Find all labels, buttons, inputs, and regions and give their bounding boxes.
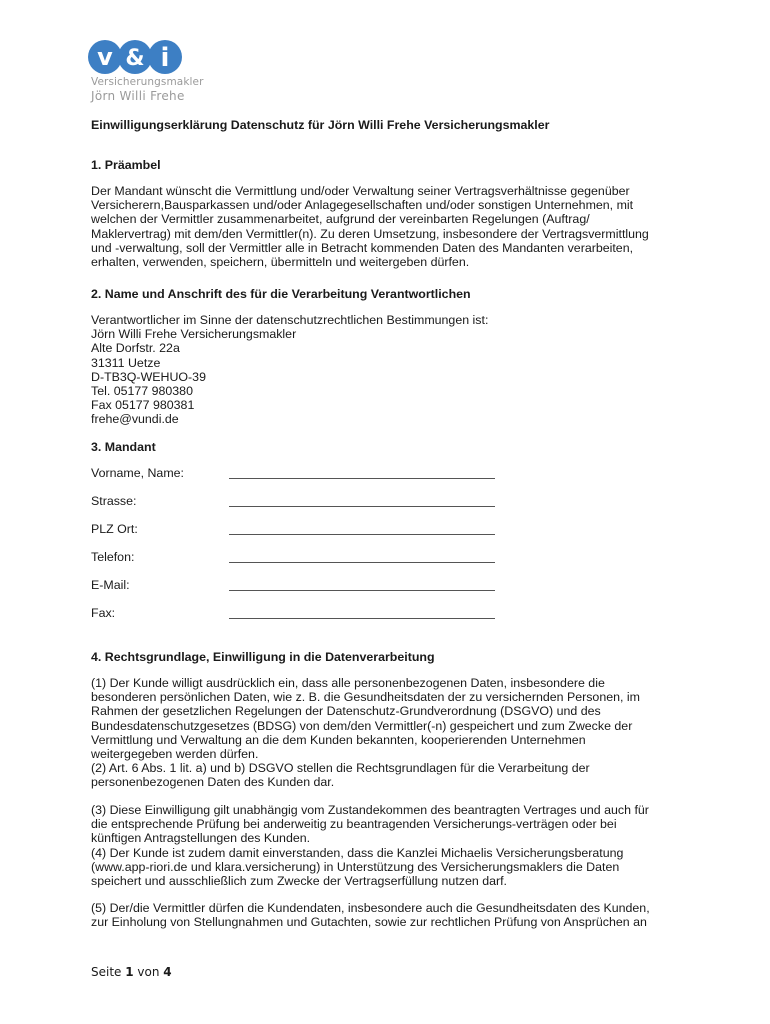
text-line: Maklervertrag) mit dem/den Vermittler(n). Zu deren Umsetzung, insbesondere der Vertragsvermittlung xyxy=(91,226,649,241)
field-city-row xyxy=(91,522,511,538)
text-line: (www.app-riori.de und klara.versicherung) in Unterstützung des Versicherungsmaklers die Daten xyxy=(91,859,620,874)
text-line: Der Mandant wünscht die Vermittlung und/oder Verwaltung seiner Vertragsverhältnisse gegenüber xyxy=(91,184,630,198)
field-label: Vorname, Name: xyxy=(91,466,184,480)
section-4-paragraph-1 xyxy=(91,676,691,790)
address-street: Alte Dorfstr. 22a xyxy=(91,341,180,356)
text-line: speichert und ausschließlich zum Zwecke der Vertragserfüllung nutzen darf. xyxy=(91,874,507,889)
address-register-id: D-TB3Q-WEHUO-39 xyxy=(91,369,206,384)
responsible-party-address xyxy=(91,313,488,427)
field-label: Fax: xyxy=(91,606,116,620)
page-footer xyxy=(91,965,172,979)
text-line: (4) Der Kunde ist zudem damit einverstanden, dass die Kanzlei Michaelis Versicherungsberatung xyxy=(91,845,624,860)
logo-tagline: Versicherungsmakler xyxy=(91,76,204,88)
text-line: Vermittlung und Verwaltung an die dem Kunden bekannten, kooperierenden Unternehmen xyxy=(91,732,586,747)
address-company: Jörn Willi Frehe Versicherungsmakler xyxy=(91,327,297,342)
address-phone: Tel. 05177 980380 xyxy=(91,384,193,399)
fax-field[interactable] xyxy=(229,606,495,619)
address-email: frehe@vundi.de xyxy=(91,412,179,427)
field-label: Strasse: xyxy=(91,494,137,508)
text-line: personenbezogenen Daten des Kunden dar. xyxy=(91,775,335,790)
address-fax: Fax 05177 980381 xyxy=(91,398,195,413)
text-line: Bundesdatenschutzgesetzes (BDSG) von dem/den Vermittler(-n) gespeichert und zum Zwecke der xyxy=(91,718,633,733)
total-page-count: 4 xyxy=(163,965,172,979)
text-line: weitergegeben werden dürfen. xyxy=(91,747,259,762)
logo-letter-v: v xyxy=(97,43,113,71)
section-1-text xyxy=(91,184,691,269)
text-line: (5) Der/die Vermittler dürfen die Kundendaten, insbesondere auch die Gesundheitsdaten des Kunden, xyxy=(91,901,650,915)
logo-letter-i: i xyxy=(160,43,170,73)
section-1-heading: 1. Präambel xyxy=(91,158,161,172)
name-field[interactable] xyxy=(229,466,495,479)
section-4-paragraph-3 xyxy=(91,901,691,929)
text-line: (2) Art. 6 Abs. 1 lit. a) und b) DSGVO stellen die Rechtsgrundlagen für die Verarbeitung der xyxy=(91,761,590,776)
address-intro: Verantwortlicher im Sinne der datenschutzrechtlichen Bestimmungen ist: xyxy=(91,313,489,327)
text-line: (1) Der Kunde willigt ausdrücklich ein, dass alle personenbezogenen Daten, insbesondere die xyxy=(91,676,605,690)
section-4-heading: 4. Rechtsgrundlage, Einwilligung in die Datenverarbeitung xyxy=(91,650,435,664)
postal-city-field[interactable] xyxy=(229,522,495,535)
text-line: Versicherern,Bausparkassen und/oder Anlagegesellschaften und/oder sonstigen Unternehmen, mit xyxy=(91,198,634,213)
logo-ampersand: & xyxy=(125,46,145,71)
text-line: besonderen persönlichen Daten, wie z. B. die Gesundheitsdaten der zu versichernden Personen, im xyxy=(91,690,640,705)
section-2-heading: 2. Name und Anschrift des für die Verarbeitung Verantwortlichen xyxy=(91,287,471,301)
footer-middle: von xyxy=(133,965,164,979)
text-line: (3) Diese Einwilligung gilt unabhängig vom Zustandekommen des beantragten Vertrages und auch für xyxy=(91,803,649,817)
text-line: künftigen Antragstellungen des Kunden. xyxy=(91,831,311,846)
field-phone-row xyxy=(91,550,511,566)
email-field[interactable] xyxy=(229,578,495,591)
text-line: Rahmen der gesetzlichen Regelungen der Datenschutz-Grundverordnung (DSGVO) und des xyxy=(91,704,601,719)
field-label: PLZ Ort: xyxy=(91,522,138,536)
address-city: 31311 Uetze xyxy=(91,355,161,370)
field-label: E-Mail: xyxy=(91,578,130,592)
field-label: Telefon: xyxy=(91,550,135,564)
logo-name: Jörn Willi Frehe xyxy=(91,89,185,103)
text-line: die entsprechende Prüfung bei anderweitig zu beantragenden Versicherungs-verträgen oder bei xyxy=(91,817,617,832)
field-street-row xyxy=(91,494,511,510)
text-line: erhalten, verwenden, speichern, übermitteln und weitergeben dürfen. xyxy=(91,255,470,270)
text-line: welchen der Vermittler zusammenarbeitet, aufgrund der vereinbarten Regelungen (Auftrag/ xyxy=(91,212,590,227)
field-name-row xyxy=(91,466,511,482)
phone-field[interactable] xyxy=(229,550,495,563)
section-3-heading: 3. Mandant xyxy=(91,440,156,454)
field-fax-row xyxy=(91,606,511,622)
text-line: zur Einholung von Stellungnahmen und Gutachten, sowie zur rechtlichen Prüfung von Ansprüchen an xyxy=(91,915,647,930)
field-email-row xyxy=(91,578,511,594)
street-field[interactable] xyxy=(229,494,495,507)
document-title: Einwilligungserklärung Datenschutz für Jörn Willi Frehe Versicherungsmakler xyxy=(91,118,550,132)
section-4-paragraph-2 xyxy=(91,803,691,888)
footer-prefix: Seite xyxy=(91,965,126,979)
text-line: und -verwaltung, soll der Vermittler alle in Betracht kommenden Daten des Mandanten verarbeiten, xyxy=(91,240,634,255)
current-page-number: 1 xyxy=(125,965,134,979)
